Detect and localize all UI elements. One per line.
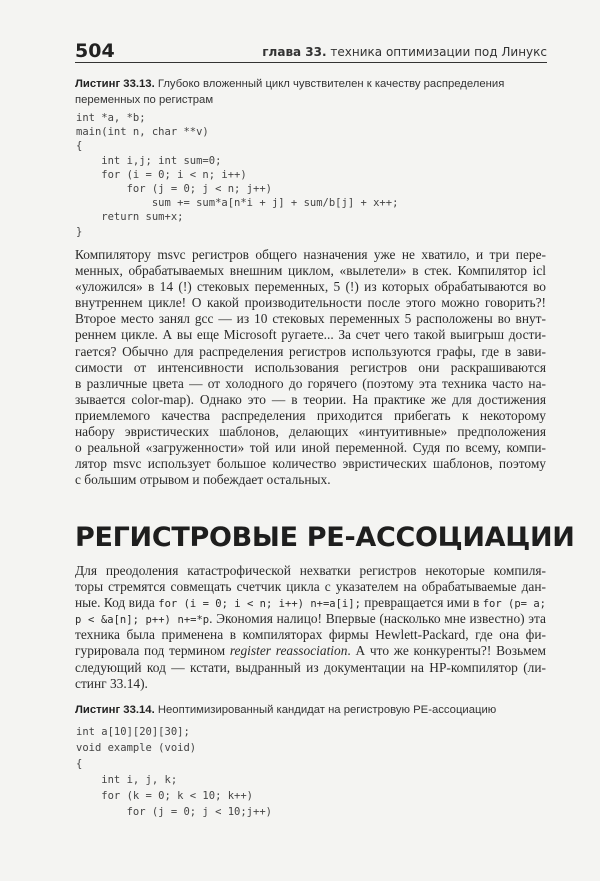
text-run: стинг 33.14). [75,675,148,691]
text-run: . Экономия налицо! Впервые (насколько мне известно) эта [209,611,546,627]
page-header [75,40,547,63]
text-run: менных, обрабатываемых внешним циклом, «вылетели» в стек. Компилятор icl [75,263,546,279]
text-line [75,327,546,343]
listing-caption-text: Неоптимизированный кандидат на регистровую РЕ-ассоциацию [157,704,497,716]
text-line [75,456,546,472]
inline-code: for (i = 0; i < n; i++) n+=a[i]; [158,598,361,611]
text-line [75,660,546,676]
inline-code: p < &a[n]; p++) n+=*p [75,614,210,627]
text-line [75,392,546,408]
text-run: следующий код — кстати, выдранный из документации на HP-компилятор (ли- [75,659,546,675]
text-run: техника была применена в компиляторах фирмы Hewlett-Packard, где она фи- [75,627,546,643]
code-line: for (k = 0; k < 10; k++) [76,790,254,802]
text-line [75,676,546,692]
body-paragraph-1 [75,247,546,488]
text-line [75,424,546,440]
text-line [75,643,546,659]
code-line: sum += sum*a[n*i + j] + sum/b[j] + x++; [76,197,399,210]
text-run: зывается color-map). Однако это — в теории. На практике же для достижения [75,391,546,407]
inline-code: for (p= a; [482,598,546,611]
text-run: Компилятору msvc регистров общего назначения уже не хватило, и три пере- [75,247,546,262]
code-line: } [76,225,83,238]
text-line [75,344,546,360]
code-line: int i, j, k; [76,774,178,786]
text-run: с большим отрывом и побеждает остальных. [75,472,331,488]
text-line [75,263,546,279]
text-line [75,279,546,295]
text-run: гается? Обычно для распределения регистров используются графы, где в зави- [75,343,546,359]
code-line: { [76,758,83,770]
text-line [75,472,546,488]
text-line [75,376,546,392]
text-line [75,440,546,456]
chapter-title: техника оптимизации под Линукс [330,45,547,59]
code-line: int a[10][20][30]; [76,726,190,738]
code-listing-1 [76,111,398,239]
page-number: 504 [75,40,115,62]
code-listing-2 [76,724,272,820]
text-run: . А что же конкуренты?! Возьмем [347,643,546,659]
listing-caption-1 [75,76,545,108]
text-run: «уложился» в 14 (!) стековых переменных, 5 (!) из которых обрабатываются во [75,279,546,295]
text-run: в различные цвета — от холодного до горячего (поэтому эта техника часто на- [75,375,546,391]
text-run: набору эвристических шаблонов, делающих «интуитивные» предположения [75,424,546,440]
text-line [75,311,546,327]
text-line [75,563,546,579]
chapter-label: глава 33. [262,45,327,59]
body-paragraph-2 [75,563,546,692]
code-line: for (j = 0; j < 10;j++) [76,806,272,818]
text-line [75,247,546,263]
code-line: void example (void) [76,742,197,754]
text-run: Второе место занял gcc — из 10 стековых переменных 5 расположены во внут- [75,311,546,327]
italic-term: register reassociation [229,643,348,659]
text-run: реннем цикле. А вы еще Microsoft ругаете... За счет чего такой выигрыш дости- [75,327,546,343]
code-line: for (j = 0; j < n; j++) [76,183,272,196]
code-line: main(int n, char **v) [76,126,209,139]
text-line [75,611,546,627]
text-run: о реальной «загруженности» той или иной переменной. Судя по всему, компи- [75,440,546,456]
listing-label: Листинг 33.13. [75,78,155,90]
text-run: симости от интенсивности использования регистров они раскрашиваются [75,359,546,375]
text-run: внутреннем цикле! О какой производительности после этого можно говорить?! [75,295,546,311]
text-run: лятор msvc использует большое количество эвристических шаблонов, поэтому [75,456,546,472]
section-heading: РЕГИСТРОВЫЕ РЕ-АССОЦИАЦИИ [75,522,575,553]
code-line: int i,j; int sum=0; [76,154,222,167]
text-run: Для преодоления катастрофической нехватки регистров некоторые компиля- [75,563,546,578]
code-line: return sum+x; [76,211,184,224]
text-run: превращается ими в [360,595,483,611]
text-run: ные. Код вида [75,595,159,611]
text-line [75,295,546,311]
code-line: { [76,140,83,153]
text-run: гурировала под термином [75,643,230,659]
text-run: приемлемого качества распределения приходится прибегать к некоторому [75,407,546,423]
text-line [75,579,546,595]
text-run: торы стремятся совмещать счетчик цикла с указателем на обрабатываемые дан- [75,579,546,595]
running-header [262,45,547,59]
text-line [75,595,546,611]
listing-caption-text: Глубоко вложенный цикл чувствителен к качеству распределения переменных по регистрам [75,78,505,106]
text-line [75,360,546,376]
code-line: int *a, *b; [76,112,146,124]
text-line [75,627,546,643]
listing-label: Листинг 33.14. [75,704,155,716]
listing-caption-2 [75,702,545,718]
text-line [75,408,546,424]
code-line: for (i = 0; i < n; i++) [76,168,247,181]
